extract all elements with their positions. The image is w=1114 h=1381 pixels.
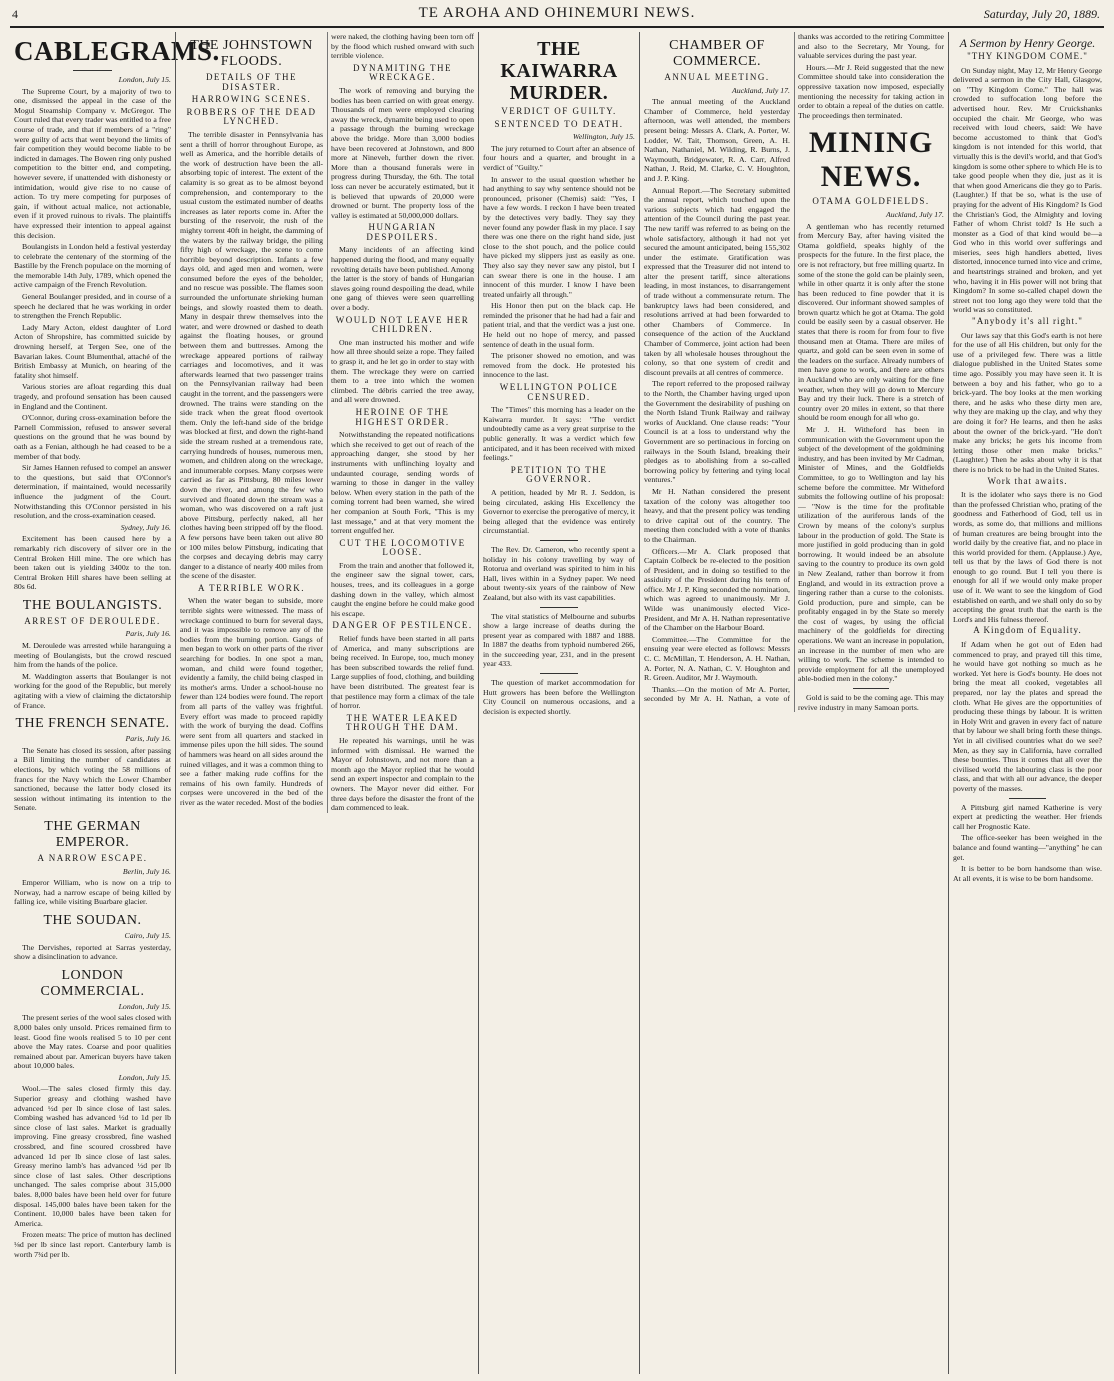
- article-paragraph: Mr H. Nathan considered the present taxation of the colony was altogether too heavy, and that the present policy was tending to drive capital out of the country. The meeting then concluded with a vote of thanks to the Chairman.: [644, 486, 790, 544]
- article-paragraph: The report referred to the proposed railway to the North, the Chamber having urged upon the Government the desirability of pushing on the North Island Trunk Railway and railway works of Auckland. One clause reads: "Your Council is at a loss to understand why the Government are so pertinacious in forcing on railways in the South Island, breaking their pledges as to abolishing from a so-called borrowing policy by fettering and tying local ventures.": [644, 379, 790, 485]
- divider: [540, 673, 578, 674]
- dateline: Cairo, July 15.: [124, 930, 171, 940]
- column-kaiwarra-murder: [478, 32, 639, 1374]
- article-paragraph: Excitement has been caused here by a remarkably rich discovery of silver ore in the Central Broken Hill mine. The ore which has been taken out is yielding 3400z to the ton. Central Broken Hill shares have been selling at 80s 6d.: [14, 534, 171, 592]
- page-number: 4: [12, 7, 18, 21]
- article-paragraph: The Senate has closed its session, after passing a Bill limiting the number of candidates at elections, by which voting the 58 millions of francs for the Navy which the Lower Chamber sanctioned, because the latter body closed its session without intimating its intention to the Senate.: [14, 745, 171, 813]
- dateline: Berlin, July 16.: [122, 866, 171, 876]
- article-paragraph: His Honor then put on the black cap. He reminded the prisoner that he had had a fair and patient trial, and that the verdict was a just one. He held out no hope of mercy, and passed sentence of death in the usual form.: [483, 301, 635, 349]
- subheading: "Anybody it's all right.": [972, 316, 1083, 327]
- heading-cablegrams: CABLEGRAMS.: [14, 36, 220, 66]
- dateline: Paris, July 16.: [125, 629, 171, 639]
- heading-french-senate: THE FRENCH SENATE.: [15, 716, 170, 732]
- article-paragraph: M. Deroulede was arrested while haranguing a meeting of Boulangists, but the crowd rescued him from the hands of the police.: [14, 641, 171, 670]
- divider: [1009, 798, 1046, 799]
- newspaper-title: TE AROHA AND OHINEMURI NEWS.: [418, 5, 696, 21]
- subheading: CUT THE LOCOMOTIVE LOOSE.: [339, 537, 466, 558]
- column-cablegrams: [10, 32, 220, 1374]
- issue-date: Saturday, July 20, 1889.: [983, 7, 1100, 21]
- article-paragraph: The question of market accommodation for Hutt growers has been before the Wellington City Council on numerous occasions, and a decision is expected shortly.: [483, 678, 635, 716]
- article-paragraph: The "Times" this morning has a leader on the Kaiwarra murder. It says: "The verdict undoubtedly came as a very great surprise to the public generally. It was a verdict which few anticipated, and it has been received with mixed feelings.": [483, 405, 635, 463]
- article-paragraph: A gentleman who has recently returned from Mercury Bay, after having visited the Otama goldfield, speaks highly of the prospects for the future. In the first place, the ore is not refractory, but free milling quartz. In some of the stone the gold can be plainly seen, while in other quartz it is only after the stone has been reduced to fine powder that it is discovered. Our informant showed samples of brown quartz which he got at Otama. The gold could be easily seen by a casual observer. He states that there is room for from four to five thousand men at Otama. There are miles of quartz, and gold can be seen even in some of the leaders on the surface. Already numbers of men have gone to work, and there are others in Auckland who are only waiting for the fine weather, when they will go down to Mercury Bay and try their luck. There is a stretch of country over 20 miles in extent, so that there should be room enough for all who go.: [798, 221, 944, 423]
- article-paragraph: A petition, headed by Mr R. J. Seddon, is being circulated, asking His Excellency the Governor to exercise the prerogative of mercy, it being alleged that the evidence was entirely circumstantial.: [483, 487, 635, 536]
- subheading: SENTENCED TO DEATH.: [494, 118, 624, 129]
- subheading: WELLINGTON POLICE CENSURED.: [499, 382, 619, 402]
- heading-kaiwarra-murder: THE KAIWARRA MURDER.: [500, 38, 618, 104]
- article-paragraph: Thanks.—On the motion of Mr A. Porter, seconded by Mr A. H. Nathan, a vote of thanks was accorded to the retiring Committee and also to the Secretary, Mr Young, for valuable services during the past year.: [644, 32, 944, 704]
- heading-boulangists: THE BOULANGISTS.: [22, 597, 163, 613]
- heading-johnstown-floods: THE JOHNSTOWN FLOODS.: [190, 38, 313, 69]
- divider: [853, 688, 890, 689]
- dateline: Auckland, July 17.: [885, 209, 944, 219]
- subheading: ANNUAL MEETING.: [664, 72, 770, 82]
- divider: [73, 70, 112, 71]
- article-paragraph: Lady Mary Acton, eldest daughter of Lord Acton of Shropshire, has committed suicide by drowning herself, at Tergen See, one of the Bavarian lakes. Count Blumenthal, attaché of the British Embassy at Munich, on hearing of the fatality shot himself.: [14, 322, 171, 380]
- subheading: A NARROW ESCAPE.: [37, 852, 148, 863]
- masthead: [10, 4, 1104, 28]
- article-paragraph: Our laws say that this God's earth is not here for the use of all His children, but only for the use of a privileged few. There was a little dialogue published in the United States some time ago. Possibly you may have seen it. It is between a boy and his father, who go to a brick-yard. The boy looks at the men working there, and he asks who these dirty men are, why they are making up the clay, and why they are doing it for? He learns, and then he asks about the owner of the brick-yard. "He don't make any bricks; he gets his income from letting those other men make bricks." (Laughter.) Then he asks about why it is that there is no brick to be had in the United States.: [953, 330, 1102, 474]
- column-johnstown-floods: [175, 32, 478, 1374]
- subheading: "THY KINGDOM COME.": [967, 51, 1088, 61]
- subheading: HEROINE OF THE HIGHEST ORDER.: [355, 406, 450, 427]
- article-paragraph: Boulangists in London held a festival yesterday to celebrate the centenary of the storming of the Bastille by the French populace on the morning of the memorable 14th July, 1789, which opened the active campaign of the French Revolution.: [14, 242, 171, 290]
- article-paragraph: M. Waddington asserts that Boulanger is not working for the good of the Republic, but merely agitating with a view of claiming the dictatorship of France.: [14, 671, 171, 710]
- dateline: London, July 15.: [118, 1001, 171, 1011]
- article-paragraph: It is the idolater who says there is no God than the professed Christian who, prating of the goodness and Fatherhood of God, tell us in words, as some do, that millions and millions of human creatures are being brought into the world daily by the creative fiat, and no place in this world provided for them. (Applause.) Aye, tell us that by the laws of God there is not enough to go round. But I tell you there is enough for all if we would only make proper use of it. We want to see the kingdom of God established on earth, and we shall only do so by accepting the great truth that the earth is the Lord's and His fulness thereof.: [953, 490, 1102, 624]
- article-paragraph: Committee.—The Committee for the ensuing year were elected as follows: Messrs C. C. McMillan, T. Henderson, A. H. Nathan, A. Porter, N. A. Nathan, C. V. Houghton and R. Green. Auditor, Mr J. Waymouth.: [644, 634, 790, 683]
- dateline: Sydney, July 16.: [120, 522, 171, 532]
- article-paragraph: Annual Report.—The Secretary submitted the annual report, which touched upon the various subjects which had engaged the attention of the Council during the past year. The new tariff was referred to as being on the whole satisfactory, although it had not yet secured the amount anticipated, being 155,302 under the estimate. Gratification was expressed that the Treasurer did not intend to alter the present tariff, since alterations leading, in most instances, to disarrangement of trade without a commensurate return. The bankruptcy laws had been considered, and resolutions arrived at had been forwarded to other Chambers of Commerce. In consequence of the action of the Auckland Chamber of Commerce, joint action had been taken by all wholesale houses throughout the colony, so that one system of credit and discount prevails at all centres of commerce.: [644, 185, 790, 377]
- article-paragraph: The terrible disaster in Pennsylvania has sent a thrill of horror throughout Europe, as well as America, and the horrible details of the work of destruction have been the all-absorbing topic of interest. The extent of the calamity is so great as to be almost beyond comprehension, and contemporary to the usual custom the estimated number of deaths increases as later reports come in. After the bursting of the reservoir, the rush of the mighty torrent 40ft in height, the damming of the waters by the railway bridge, the piling fifty high of wreckage, the scene to come horrible beyond description. Infants a few days old, and aged men and women, were consumed before the eyes of the beholder, and no rescue was possible. The flames soon surrounded the unfortunate shrieking human beings, and slowly roasted them to death. Many in despair threw themselves into the water, and were drowned or dashed to death against the floating houses, or ground between them and buttresses. Among the wreckage appeared portions of railway carriages and locomotives, and it was afterwards learned that two passenger trains on the Pennsylvanian railway had been caught in the torrent, and the passengers were drowned. The trains were standing on the side track when the great flood overtook them. Only the left-hand side of the bridge was blocked at first, and down the right-hand side the stream rushed at a tremendous rate, carrying hundreds of houses, numerous men, women, and children along on the wreckage, and innumerable corpses. Many corpses were carried as far as Pittsburg, 80 miles lower down the river, and among the few who survived and floated down the stream was a woman, who was discovered on a raft just above Pittsburg, perfectly naked, all her clothes having been stripped off by the flood. A few persons have been taken out alive 80 or 100 miles below Pittsburg, indicating that the corpses and decaying debris may carry danger to a distance of nearly 400 miles from the scene of the disaster.: [180, 129, 323, 581]
- subheading: DYNAMITING THE WRECKAGE.: [352, 62, 453, 83]
- subheading: A TERRIBLE WORK.: [198, 582, 305, 593]
- article-paragraph: One man instructed his mother and wife how all three should seize a rope. They failed to grasp it, and he let go in order to stay with them. The wreckage they were on carried them to a tree into which the women climbed. The débris carried the tree away, and all were drowned.: [331, 337, 474, 405]
- column-sermon: [948, 32, 1106, 1374]
- article-paragraph: The office-seeker has been weighed in the balance and found wanting—"anything" he can get.: [953, 833, 1102, 862]
- dateline: Auckland, July 17.: [731, 85, 790, 95]
- heading-german-emperor: THE GERMAN EMPEROR.: [44, 818, 141, 850]
- column-chamber-of-commerce: [639, 32, 948, 1374]
- subheading: THE WATER LEAKED THROUGH THE DAM.: [345, 712, 460, 733]
- heading-sermon: A Sermon by Henry George.: [959, 36, 1096, 50]
- divider: [540, 540, 578, 541]
- subheading: DETAILS OF THE DISASTER.: [205, 72, 298, 92]
- article-paragraph: It is better to be born handsome than wise. At all events, it is wise to be born handsome.: [953, 864, 1102, 883]
- subheading: Work that awaits.: [987, 475, 1068, 486]
- article-paragraph: If Adam when he got out of Eden had commenced to pray, and prayed till this time, he would have got nothing so much as he worked. Yet here is God's bounty. He does not bring the meat all cooked, vegetables all prepared, nor lay the plates and spread the cloth. What He gives are the opportunities of producing these things by labour. It is written in Holy Writ and graven in every fact of nature that by labour we shall bring forth these things. Yet in all civilised countries what do we see? Men, as they say in California, have corralled these bounties. Thus it comes that all over the civilised world the labouring class is the poor class, and that with all our advance, the deeper poverty of the masses.: [953, 640, 1102, 793]
- article-paragraph: He repeated his warnings, until he was informed with dismissal. He warned the Mayor of Johnstown, and not more than a month ago the Mayor replied that he would send an expert inspector and complain to the owners. The Mayor never did either. For three days before the disaster the front of the dam commenced to leak.: [331, 735, 474, 813]
- article-paragraph: The Dervishes, reported at Sarras yesterday, show a disinclination to advance.: [14, 942, 171, 962]
- article-paragraph: General Boulanger presided, and in course of a speech he declared that he was working in order to strengthen the French Republic.: [14, 292, 171, 321]
- article-paragraph: The work of removing and burying the bodies has been carried on with great energy. Thousands of men were employed clearing away the wreck, dynamite being used to open a passage through the burning wreckage above the bridge. More than 3,000 bodies have been recovered at Johnstown, and 800 more at Nineveh, further down the river. More than a thousand funerals were in progress during Thursday, the 6th. The total loss can never be accurately estimated, but it is believed that upwards of 20,000 were drowned or burnt. The property loss of the valley is estimated at 50,000,000 dollars.: [331, 85, 474, 220]
- article-paragraph: The Supreme Court, by a majority of two to one, dismissed the appeal in the case of the Mogul Steamship Company v. McGregor. The Court ruled that every trader was entitled to a free course of trade, and that if members of a "ring" were guilty of acts that went beyond the limits of fair competition they would become liable to be indicted in damages. The Bowen ring only pushed competition to the bitter end, and competing, however severe, if unattended with dishonesty or intimidation, would give rise to no cause of action. To try mere competing for purposes of gain, if without actual malice, not actionable, even if it proved ruinous to rivals. The plaintiffs have expressed their intention to appeal against this decision.: [14, 86, 171, 240]
- article-paragraph: The prisoner showed no emotion, and was removed from the dock. He protested his innocence to the last.: [483, 351, 635, 380]
- article-paragraph: On Sunday night, May 12, Mr Henry George delivered a sermon in the City Hall, Glasgow, on "Thy Kingdom Come." The hall was crowded to suffocation long before the advertised hour. Rev. Mr Cruickshanks occupied the chair. Mr George, who was received with loud cheers, said: We have become accustomed to think that God's kingdom is not intended for this world, that virtually this is the devil's world, and that God's kingdom is some other sphere to which He is to take good people when they die, just as it is that when good Americans die they go to Paris. (Laughter.) If that be so, what is the use of praying for the advent of His Kingdom? Is God the Christian's God, the Almighty and loving Father of whom Christ told? Is He such a monster as a God of that kind would be—a God who in this world over sufferings and miseries, sees high handlers abetted, lives distorted, innocence turned into vice and crime, and heartstrings strained and broken, and yet who, having it in His power will not bring that Kingdom? In some so-called chapel down the street not too long ago they were told that the world was so constituted.: [953, 65, 1102, 315]
- article-paragraph: From the train and another that followed it, the engineer saw the signal tower, cars, houses, trees, and its colleagues in a gorge dashing down in the valley, which almost caught the engine before he could make good his escape.: [331, 560, 474, 618]
- heading-soudan: THE SOUDAN.: [43, 912, 142, 928]
- dateline: London, July 15.: [118, 1072, 171, 1082]
- article-paragraph: Frozen meats: The price of mutton has declined ⅛d per lb since last report. Canterbury lamb is worth 7¾d per lb.: [14, 1230, 171, 1259]
- article-paragraph: A Pittsburg girl named Katherine is very expert at predicting the weather. Her friends call her Prognostic Kate.: [953, 802, 1102, 831]
- article-paragraph: The Rev. Dr. Cameron, who recently spent a holiday in his colony travelling by way of Rotorua and overland was spirited to him in his Hall, lives within in a Sydney paper. We need about twenty-six years of the rainbow of New Zealand, but also with its vast capabilities.: [483, 544, 635, 602]
- dateline: London, July 15.: [118, 75, 171, 84]
- heading-london-commercial: LONDON COMMERCIAL.: [40, 967, 145, 999]
- dateline: Wellington, July 15.: [572, 132, 635, 142]
- subheading: VERDICT OF GUILTY.: [501, 106, 617, 116]
- article-paragraph: In answer to the usual question whether he had anything to say why sentence should not be pronounced, prisoner (Chemis) said: "Yes, I have a few words. I reckon I have been treated by the detectives very badly. They say they never found any powder flask in my place. I say there was one there on the right hand side, just close to the shot pouch, and the police could have picked my slippers just as easily as one. They also say they never saw any pistol, but I can swear there is one in the house. I am innocent of this murder. I know I have been treated unfairly all through.": [483, 174, 635, 299]
- divider: [540, 607, 578, 608]
- article-paragraph: Emperor William, who is now on a trip to Norway, had a narrow escape of being killed by falling ice, while visiting Buarbare glacier.: [14, 878, 171, 907]
- article-paragraph: Various stories are afloat regarding this dual tragedy, and profound sensation has been caused in England and the Continent.: [14, 382, 171, 411]
- article-paragraph: Gold is said to be the coming age. This may revive industry in many Samoan ports.: [798, 693, 944, 712]
- subheading: DANGER OF PESTILENCE.: [332, 620, 473, 631]
- subheading: HUNGARIAN DESPOILERS.: [366, 222, 439, 242]
- article-paragraph: Officers.—Mr A. Clark proposed that Captain Colbeck be re-elected to the position of President, and in doing so testified to the assiduity of the President during his term of office. Mr J. P. King seconded the nomination, which was agreed to unanimously. Mr J. Wilde was unanimously elected Vice-President, and Mr A. H. Nathan representative of the Chamber on the Harbour Board.: [644, 546, 790, 633]
- article-paragraph: When the water began to subside, more terrible sights were witnessed. The mass of wreckage continued to burn for several days, and it was impossible to remove any of the bodies from the burning portion. Gangs of men began to work on other parts of the river searching for bodies. In one spot a man, woman, and child were found together, evidently a family, the child being clasped in its mother's arms. Under a school-house no fewer than 124 bodies were found. The report from all parts of the valley was frightful. Every effort was made to proceed rapidly with the work of burying the dead. Coffins were sent from all quarters and stacked in immense piles upon the hill sides. The sound of hammers was heard on all sides around the ruined villages, and it was a common thing to see a father making rude coffins for the remains of his own family. Hundreds of corpses were uncovered in the bed of the river as the water receded. Most of the bodies were naked, the clothing having been torn off by the flood which rushed onward with such terrible violence.: [180, 32, 474, 807]
- subheading: ROBBERS OF THE DEAD LYNCHED.: [186, 106, 317, 127]
- dateline: Paris, July 16.: [125, 734, 171, 744]
- heading-chamber-of-commerce: CHAMBER OF COMMERCE.: [669, 38, 765, 69]
- article-paragraph: The present series of the wool sales closed with 8,000 bales only unsold. Prices remained firm to least. Good fine wools realised 5 to 10 per cent above the May rates. Coarse and poor qualities remained about par. American buyers have taken about 10,000 bales.: [14, 1013, 171, 1071]
- subheading: ARREST OF DEROULEDE.: [24, 615, 161, 626]
- article-paragraph: Wool.—The sales closed firmly this day. Superior greasy and clothing washed have advanced ½d per lb since close of last sales. Combing washed has advanced ½d to 1d per lb since close of last sales. Market is gradually improving. Fine greasy crossbred, fine washed crossbred, and fine scoured crossbred have advanced 1d per lb since close of last sales. Greasy merino lamb's has advanced ½d per lb since close of last sales. Other descriptions unchanged. The sales comprise about 315,000 bales. 8,000 bales have been held over for future disposal. 145,000 bales have been taken for the Continent. 10,000 bales have been taken for America.: [14, 1084, 171, 1228]
- article-paragraph: Hours.—Mr J. Reid suggested that the new Committee should take into consideration the oppressive taxation now imposed, especially mentioning the necessity for taking action in order to obtain a repeal of the duties on cattle. The proceedings then terminated.: [798, 62, 944, 120]
- subheading: WOULD NOT LEAVE HER CHILDREN.: [335, 314, 470, 335]
- subheading: PETITION TO THE GOVERNOR.: [510, 464, 608, 485]
- article-paragraph: Relief funds have been started in all parts of America, and many subscriptions are being received. In Europe, too, much money has been subscribed towards the relief fund. Large supplies of food, clothing, and building have been distributed. The greatest fear is that pestilence may form a climax of the tale of horror.: [331, 634, 474, 711]
- article-paragraph: The jury returned to Court after an absence of four hours and a quarter, and brought in a verdict of "Guilty.": [483, 143, 635, 172]
- subheading: A Kingdom of Equality.: [973, 625, 1082, 636]
- article-paragraph: The annual meeting of the Auckland Chamber of Commerce, held yesterday afternoon, was well attended, the members present being: Messrs A. Clark, A. Porter, W. Lodder, W. Tait, Thomson, Green, A. H. Nathan, Nathaniel, M. Wilding, R. Burns, J. Waymouth, Bridgewater, R. A. Carr, Alfred Nathan, J. Reid, M. Clarke, C. V. Houghton, and J. P. King.: [644, 97, 790, 183]
- subheading: HARROWING SCENES.: [191, 94, 312, 105]
- article-paragraph: Sir James Hannen refused to compel an answer to the questions, but said that O'Connor's determination, if maintained, would necessarily influence the judgment of the Court. Notwithstanding this O'Connor persisted in his resolution, and the cross-examination ceased.: [14, 463, 171, 521]
- article-paragraph: O'Connor, during cross-examination before the Parnell Commission, refused to answer several questions on the ground that he was bound by oath as a Fenian, although he had ceased to be a member of that body.: [14, 413, 171, 461]
- heading-mining-news: MINING NEWS.: [808, 126, 934, 194]
- article-paragraph: Many incidents of an affecting kind happened during the flood, and many equally revolting details have been published. Among the latter is the story of bands of Hungarian slaves going round despoiling the dead, while one gang of thieves were seen quarrelling over a body.: [331, 245, 474, 313]
- article-paragraph: Notwithstanding the repeated notifications which she received to get out of reach of the approaching danger, she stood by her instruments with unflinching loyalty and undaunted courage, sending words of warning to those in danger in the valley below. When every station in the path of the coming torrent had been warned, she wired her companion at South Fork, "This is my last message," and at that very moment the torrent engulfed her.: [331, 430, 474, 536]
- article-paragraph: Mr J. H. Witheford has been in communication with the Government upon the subject of the development of the goldmining industry, and has been invited by Mr Cadman, Minister of Mines, and the Goldfields Committee, to go to Wellington and lay his scheme before the committee. Mr Witheford submits the following outline of his proposal: — "Now is the time for the profitable utilization of the auriferous lands of the Crown by means of the colony's surplus labour in the production of gold. The State is more justified in gold producing than in gold borrowing. It would indeed be an absolute saving to the country to produce its own gold in New Zealand, rather than borrow it from England, and would in its extraction prove a lingering rather than a curse to the colonists. Gold production, pure and simple, can be profitably engaged in by the State so merely the cost of wages, by using the official machinery of the goldfields for directing operations. We want an increase in population, an increase in the number of men who are willing to work. The scheme is intended to provide employment for all the unemployed able-bodied men in the colony.": [798, 425, 944, 684]
- article-paragraph: The vital statistics of Melbourne and suburbs show a large increase of deaths during the present year as compared with 1887 and 1888. In 1887 the deaths from typhoid numbered 266, in the succeeding year, 231, and in the present year 433.: [483, 611, 635, 669]
- subheading: OTAMA GOLDFIELDS.: [812, 196, 930, 207]
